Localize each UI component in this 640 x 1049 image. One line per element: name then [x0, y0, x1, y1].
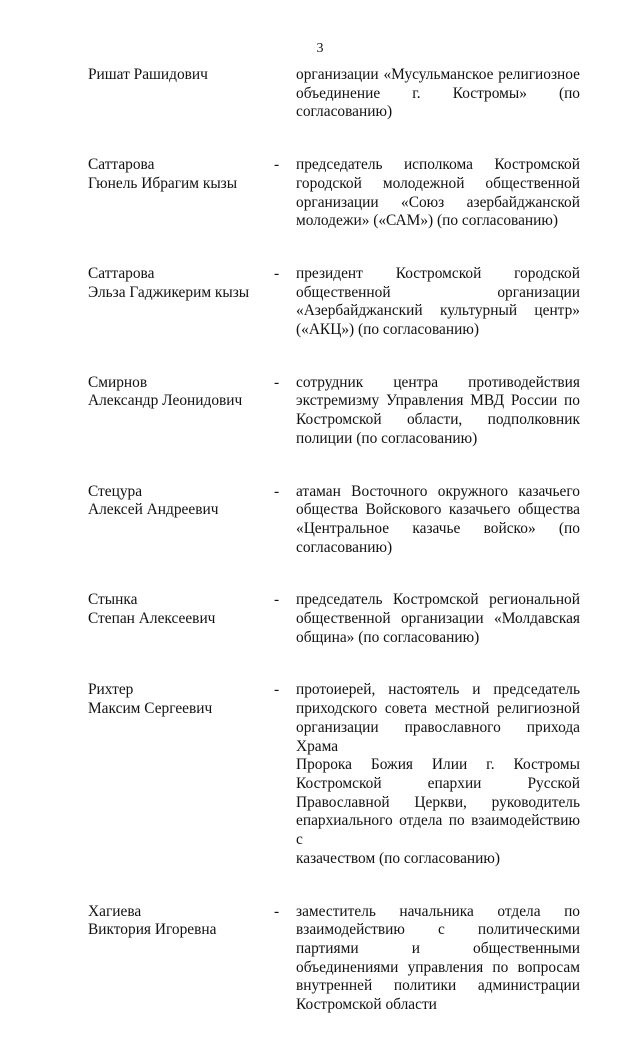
member-name-line: Рихтер — [88, 681, 134, 699]
member-name-line: Саттарова — [88, 156, 155, 174]
member-name-line: Смирнов — [88, 373, 148, 391]
member-name-line: Алексей Андреевич — [88, 501, 219, 519]
member-position-line: городской молодежной общественной — [296, 174, 580, 192]
member-position-line: «Центральное казачье войско» (по — [296, 519, 580, 537]
member-position-line: партиями и общественными — [296, 939, 580, 957]
member-entry — [0, 374, 640, 449]
member-name-line: Хагиева — [88, 902, 142, 920]
separator-dash: - — [274, 482, 280, 500]
member-entry — [0, 66, 640, 122]
separator-dash: - — [274, 902, 280, 920]
member-name-line: Александр Леонидович — [88, 392, 243, 410]
member-entry — [0, 591, 640, 647]
member-name-line: Эльза Гаджикерим кызы — [88, 283, 250, 301]
member-position-line: приходского совета местной религиозной — [296, 700, 580, 718]
member-position-line: сотрудник центра противодействия — [296, 373, 580, 391]
member-name-line: Стынка — [88, 591, 138, 609]
member-position — [296, 265, 580, 340]
member-position-line: молодежи» («САМ») (по согласованию) — [296, 212, 559, 230]
separator-dash: - — [274, 681, 280, 699]
separator-dash: - — [274, 156, 280, 174]
member-position-line: согласованию) — [296, 538, 393, 556]
member-position-line: внутренней политики администрации — [296, 977, 580, 995]
member-position-line: взаимодействию с политическими — [296, 921, 580, 939]
member-position-line: общественной организации — [296, 283, 580, 301]
separator-dash: - — [274, 373, 280, 391]
member-position-line: объединение г. Костромы» (по — [296, 84, 580, 102]
member-position — [296, 591, 580, 647]
member-name — [88, 156, 268, 193]
member-entry — [0, 681, 640, 868]
member-entry — [0, 156, 640, 231]
member-name-line: Ришат Рашидович — [88, 66, 208, 83]
page-number: 3 — [316, 41, 324, 56]
member-position-line: Православной Церкви, руководитель — [296, 793, 580, 811]
member-position-line: Пророка Божия Илии г. Костромы — [296, 756, 580, 774]
member-position-line: организации «Союз азербайджанской — [296, 193, 580, 211]
member-name-line: Стецура — [88, 482, 143, 500]
member-position-line: протоиерей, настоятель и председатель — [296, 681, 580, 699]
member-position-line: казачеством (по согласованию) — [296, 849, 501, 867]
member-position-line: организации «Мусульманское религиозное — [296, 66, 580, 83]
separator-dash: - — [274, 264, 280, 282]
member-position-line: Костромской области, подполковник — [296, 411, 580, 429]
member-name-line: Виктория Игоревна — [88, 921, 217, 939]
member-entry — [0, 903, 640, 1015]
member-position — [296, 903, 580, 1015]
member-name — [88, 265, 268, 302]
member-position-line: («АКЦ») (по согласованию) — [296, 321, 479, 339]
member-name-line: Гюнель Ибрагим кызы — [88, 174, 238, 192]
member-entry — [0, 483, 640, 558]
member-entry — [0, 265, 640, 340]
member-name-line: Степан Алексеевич — [88, 610, 216, 628]
member-position-line: согласованию) — [296, 103, 393, 121]
member-name — [88, 374, 268, 411]
member-name — [88, 66, 268, 85]
member-position-line: епархиального отдела по взаимодействию с — [296, 812, 580, 849]
member-position-line: заместитель начальника отдела по — [296, 902, 580, 920]
member-position-line: председатель исполкома Костромской — [296, 156, 580, 174]
member-position — [296, 681, 580, 868]
member-position-line: полиции (по согласованию) — [296, 429, 478, 447]
member-position-line: организации православного прихода Храма — [296, 718, 580, 755]
member-name — [88, 591, 268, 628]
member-name-line: Саттарова — [88, 264, 155, 282]
member-position-line: Костромской епархии Русской — [296, 774, 580, 792]
member-position-line: общественной организации «Молдавская — [296, 610, 580, 628]
member-position — [296, 374, 580, 449]
member-position-line: президент Костромской городской — [296, 264, 580, 282]
member-position-line: экстремизму Управления МВД России по — [296, 392, 580, 410]
separator-dash: - — [274, 591, 280, 609]
member-name — [88, 681, 268, 718]
member-name — [88, 483, 268, 520]
member-position — [296, 483, 580, 558]
member-list — [0, 66, 640, 1049]
member-position-line: община» (по согласованию) — [296, 628, 480, 646]
member-name — [88, 903, 268, 940]
member-name-line: Максим Сергеевич — [88, 700, 213, 718]
member-position — [296, 66, 580, 122]
member-position-line: Костромской области — [296, 996, 437, 1014]
member-position-line: объединениями управления по вопросам — [296, 958, 580, 976]
member-position-line: атаман Восточного окружного казачьего — [296, 482, 580, 500]
member-position — [296, 156, 580, 231]
member-position-line: общества Войскового казачьего общества — [296, 501, 580, 519]
member-position-line: «Азербайджанский культурный центр» — [296, 302, 580, 320]
member-position-line: председатель Костромской региональной — [296, 591, 580, 609]
